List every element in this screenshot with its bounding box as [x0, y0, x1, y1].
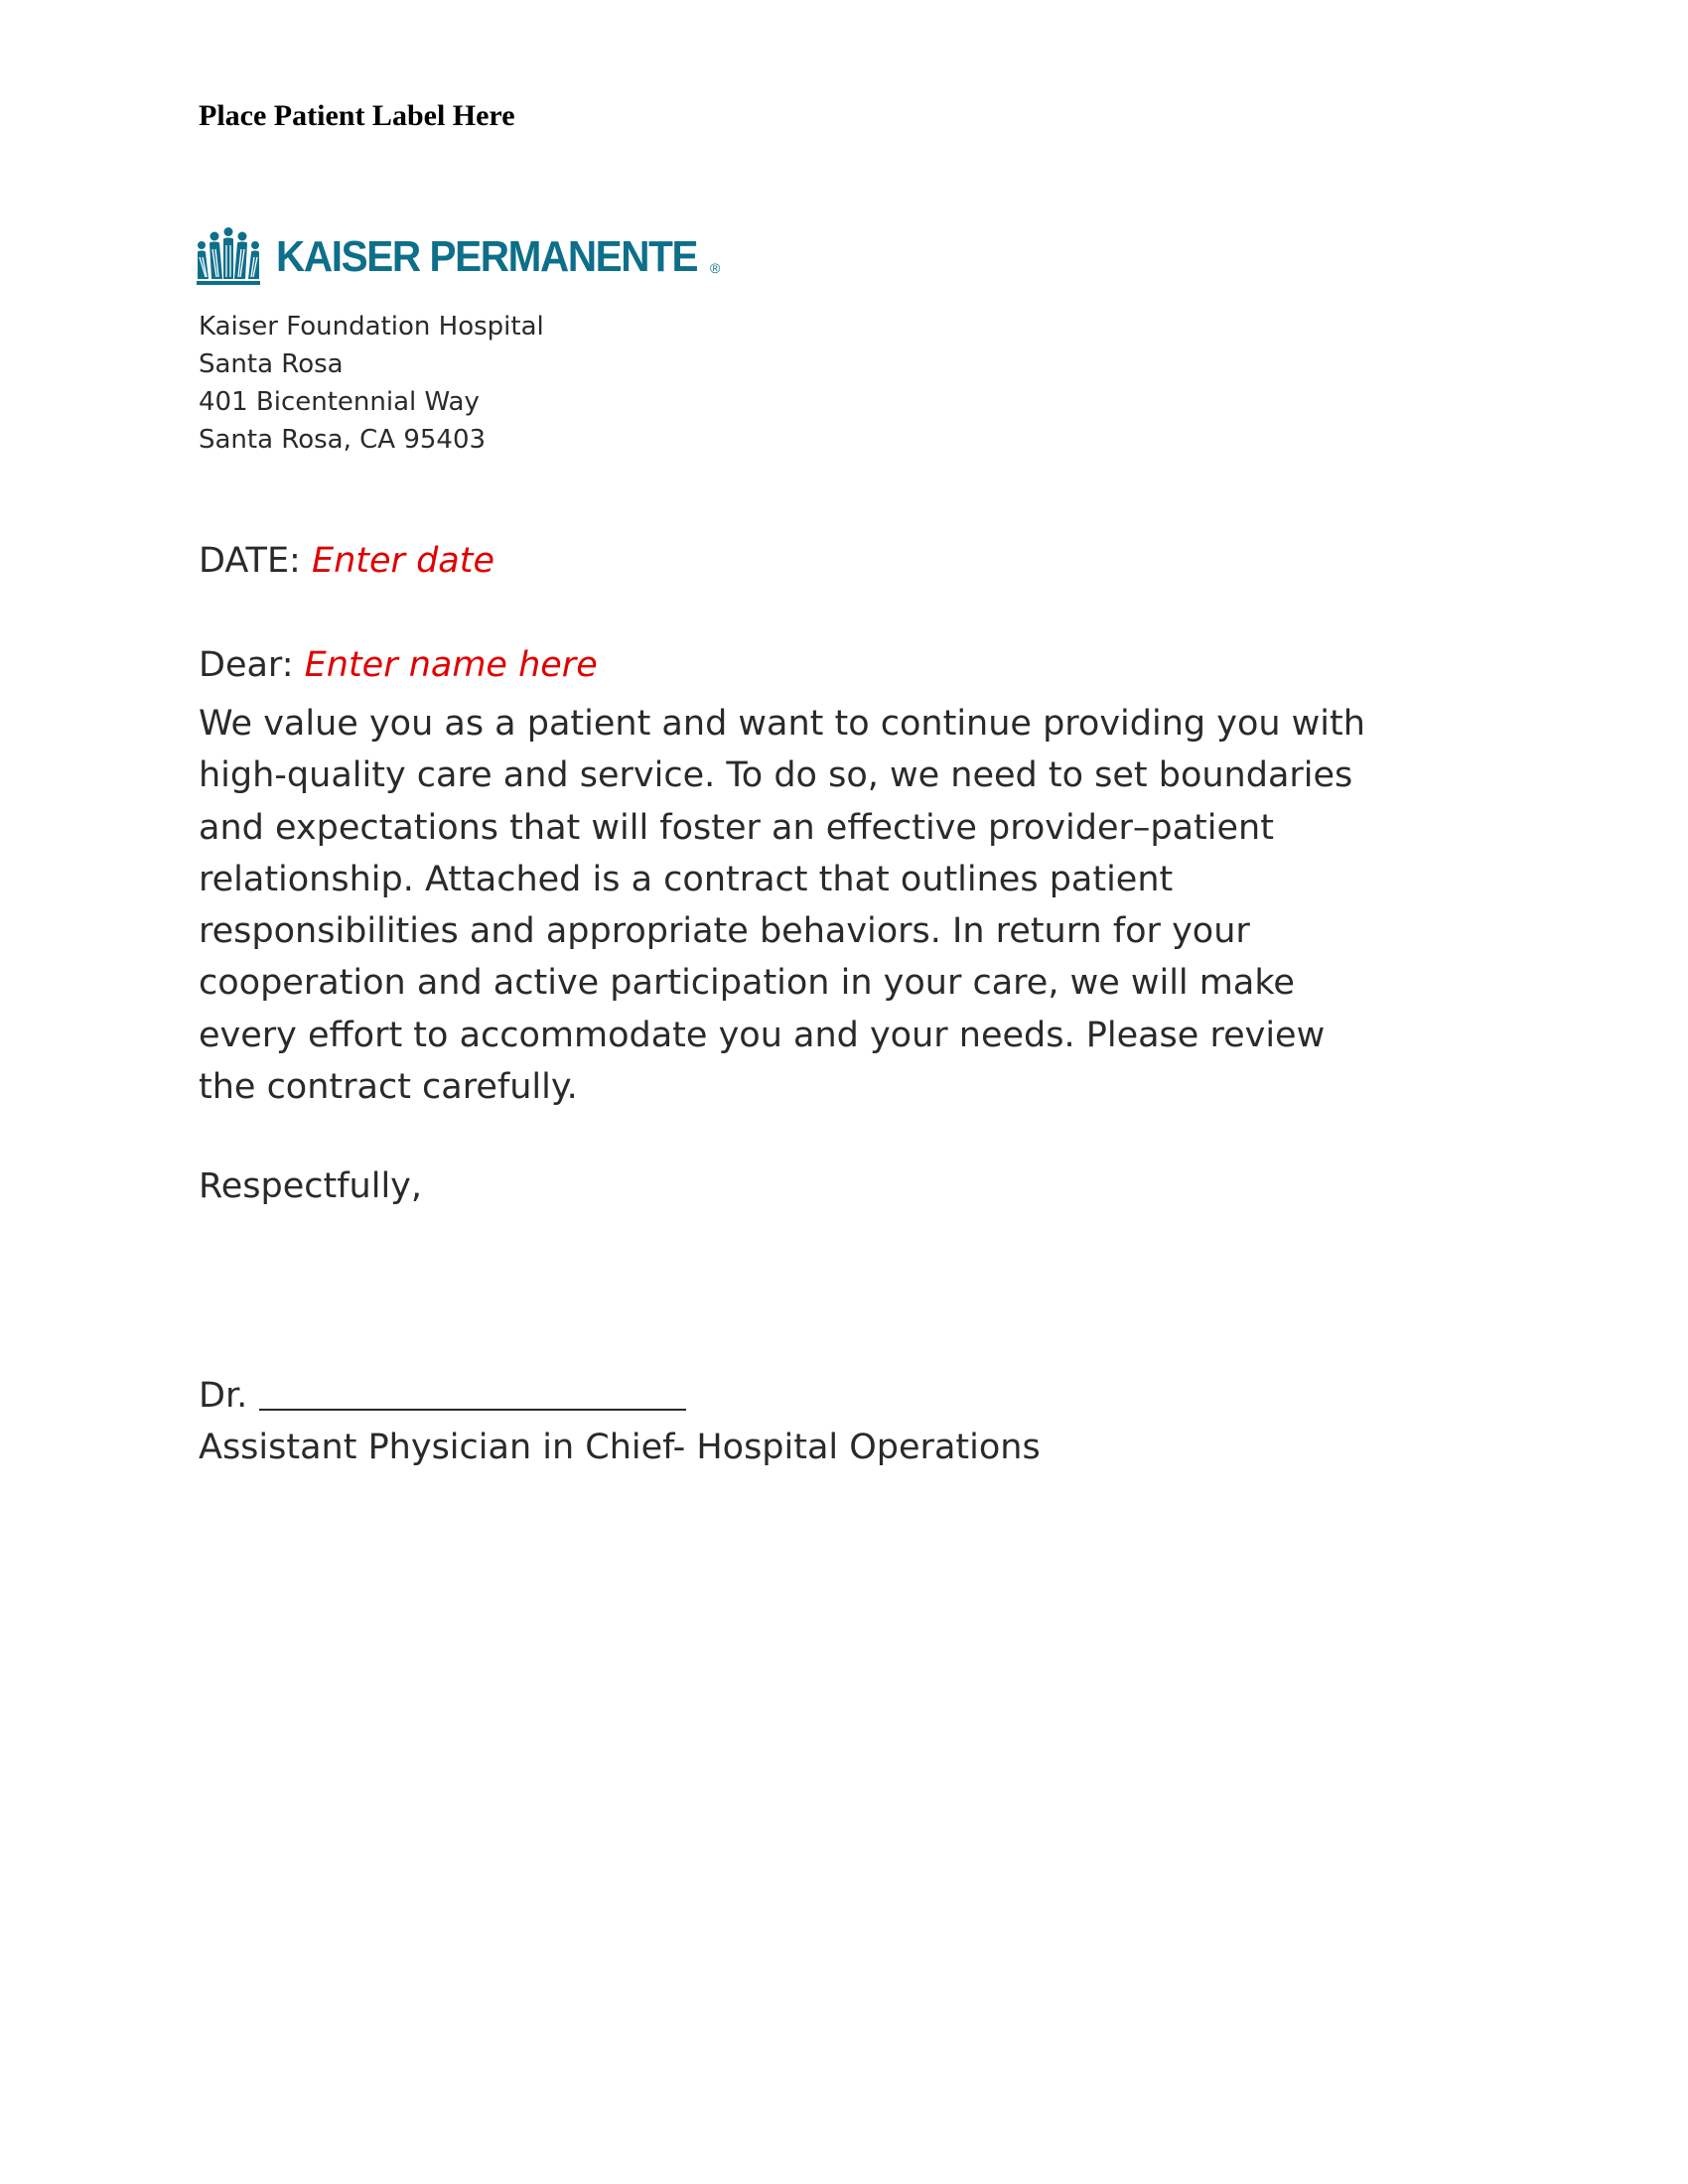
hospital-address [199, 308, 544, 459]
signature-prefix: Dr. [199, 1376, 248, 1416]
letter-body-paragraph [199, 698, 1509, 1113]
kaiser-people-logo-icon [197, 227, 260, 287]
closing-line: Respectfully, [199, 1166, 423, 1206]
patient-label-placeholder: Place Patient Label Here [199, 99, 515, 132]
address-line-organization: Kaiser Foundation Hospital [199, 312, 544, 341]
registered-mark: ® [710, 260, 721, 276]
body-line: responsibilities and appropriate behaviors. In return for your [199, 911, 1250, 952]
signature-title: Assistant Physician in Chief- Hospital Operations [199, 1428, 1041, 1467]
logo-wordmark: KAISER PERMANENTE [276, 232, 698, 281]
body-line: cooperation and active participation in your care, we will make [199, 963, 1295, 1004]
date-label: DATE: [199, 541, 301, 581]
body-line: and expectations that will foster an effective provider–patient [199, 807, 1274, 848]
body-line: high-quality care and service. To do so, we need to set boundaries [199, 755, 1353, 796]
salutation-line [199, 645, 1509, 685]
body-line: the contract carefully. [199, 1067, 578, 1108]
kaiser-permanente-logo [197, 224, 720, 290]
date-line [199, 541, 1509, 581]
signature-blank-field[interactable] [259, 1375, 686, 1411]
body-line: We value you as a patient and want to continue providing you with [199, 704, 1365, 744]
address-line-city-state-zip: Santa Rosa, CA 95403 [199, 425, 487, 455]
address-line-street: 401 Bicentennial Way [199, 387, 480, 417]
date-placeholder-field[interactable]: Enter date [312, 541, 494, 581]
body-line: every effort to accommodate you and your needs. Please review [199, 1015, 1326, 1055]
name-placeholder-field[interactable]: Enter name here [304, 645, 598, 685]
address-line-location: Santa Rosa [199, 349, 344, 379]
signature-line [199, 1375, 1509, 1416]
body-line: relationship. Attached is a contract that outlines patient [199, 859, 1174, 899]
salutation-label: Dear: [199, 645, 294, 685]
